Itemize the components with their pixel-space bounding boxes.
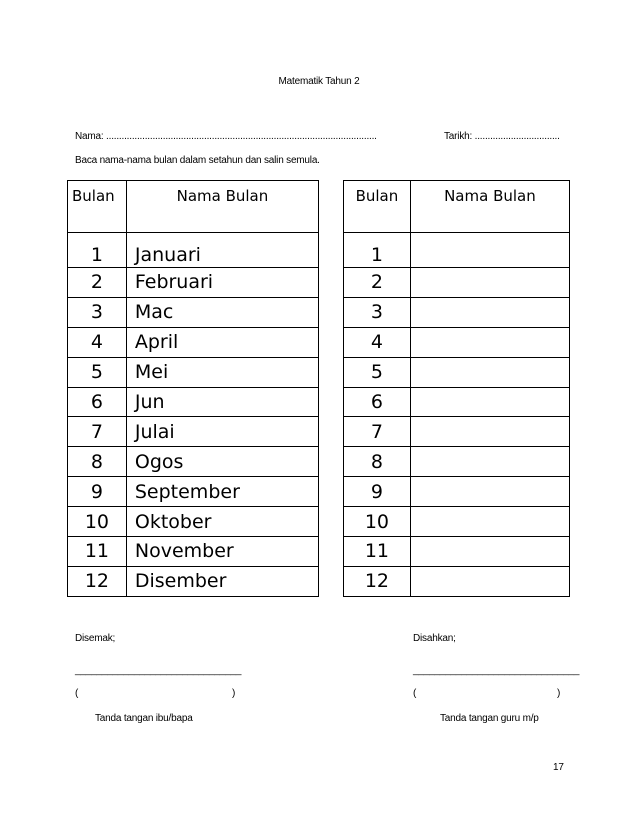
table-row — [344, 268, 570, 298]
month-name-blank[interactable] — [410, 233, 569, 268]
disahkan-label: Disahkan; — [413, 633, 456, 644]
month-table-right — [343, 180, 570, 597]
month-number: 3 — [68, 297, 127, 327]
month-number: 6 — [344, 387, 411, 417]
month-name: Februari — [126, 268, 318, 298]
month-number: 8 — [68, 447, 127, 477]
table-row — [344, 537, 570, 567]
name-paren-close-left: ) — [232, 688, 236, 699]
table-row — [344, 327, 570, 357]
month-name: Mac — [126, 297, 318, 327]
month-name: Mei — [126, 357, 318, 387]
month-name-blank[interactable] — [410, 507, 569, 537]
table-row — [344, 417, 570, 447]
table-row — [344, 447, 570, 477]
disemak-label: Disemak; — [75, 633, 116, 644]
month-name: Julai — [126, 417, 318, 447]
table-row — [68, 537, 319, 567]
table-row — [68, 387, 319, 417]
month-number: 10 — [68, 507, 127, 537]
month-number: 3 — [344, 297, 411, 327]
header-bulan: Bulan — [344, 181, 411, 233]
table-row — [68, 417, 319, 447]
month-number: 12 — [68, 566, 127, 596]
month-number: 7 — [68, 417, 127, 447]
name-paren-close-right: ) — [557, 688, 561, 699]
table-row — [68, 233, 319, 268]
table-row — [68, 507, 319, 537]
table-row — [344, 297, 570, 327]
table-row — [68, 477, 319, 507]
month-name-blank[interactable] — [410, 297, 569, 327]
month-name: Disember — [126, 566, 318, 596]
month-name-blank[interactable] — [410, 417, 569, 447]
month-name: Ogos — [126, 447, 318, 477]
month-name-blank[interactable] — [410, 477, 569, 507]
month-number: 11 — [344, 537, 411, 567]
month-number: 8 — [344, 447, 411, 477]
table-row — [344, 507, 570, 537]
table-row — [344, 566, 570, 596]
month-name-blank[interactable] — [410, 537, 569, 567]
month-number: 11 — [68, 537, 127, 567]
month-name: Januari — [126, 233, 318, 268]
month-name-blank[interactable] — [410, 268, 569, 298]
worksheet-title: Matematik Tahun 2 — [278, 76, 360, 87]
table-row — [344, 477, 570, 507]
month-number: 5 — [344, 357, 411, 387]
signature-caption-teacher: Tanda tangan guru m/p — [440, 713, 539, 724]
table-row — [68, 447, 319, 477]
month-table-left — [67, 180, 319, 597]
month-name: November — [126, 537, 318, 567]
month-number: 5 — [68, 357, 127, 387]
nama-field[interactable]: Nama: ......................................................................................................... — [75, 131, 377, 142]
month-name: Oktober — [126, 507, 318, 537]
header-bulan: Bulan — [68, 181, 127, 233]
header-nama-bulan: Nama Bulan — [410, 181, 569, 233]
month-number: 4 — [344, 327, 411, 357]
table-row — [68, 268, 319, 298]
month-number: 10 — [344, 507, 411, 537]
month-number: 9 — [68, 477, 127, 507]
month-number: 7 — [344, 417, 411, 447]
month-name-blank[interactable] — [410, 327, 569, 357]
signature-line-right: _______________________________ — [413, 665, 580, 676]
month-name: September — [126, 477, 318, 507]
table-row — [68, 566, 319, 596]
month-name-blank[interactable] — [410, 387, 569, 417]
month-number: 9 — [344, 477, 411, 507]
month-number: 1 — [68, 233, 127, 268]
month-number: 1 — [344, 233, 411, 268]
table-row — [344, 387, 570, 417]
month-number: 2 — [344, 268, 411, 298]
name-paren-open-right: ( — [413, 688, 417, 699]
table-row — [344, 357, 570, 387]
month-name-blank[interactable] — [410, 566, 569, 596]
page-number: 17 — [553, 762, 564, 773]
signature-caption-parent: Tanda tangan ibu/bapa — [95, 713, 193, 724]
month-number: 6 — [68, 387, 127, 417]
table-row — [344, 233, 570, 268]
signature-line-left: _______________________________ — [75, 665, 242, 676]
month-number: 12 — [344, 566, 411, 596]
name-paren-open-left: ( — [75, 688, 79, 699]
header-nama-bulan: Nama Bulan — [126, 181, 318, 233]
month-name-blank[interactable] — [410, 357, 569, 387]
month-name-blank[interactable] — [410, 447, 569, 477]
table-row — [68, 357, 319, 387]
month-name: April — [126, 327, 318, 357]
instruction-text: Baca nama-nama bulan dalam setahun dan salin semula. — [75, 155, 320, 166]
month-number: 2 — [68, 268, 127, 298]
month-name: Jun — [126, 387, 318, 417]
table-row — [68, 327, 319, 357]
month-number: 4 — [68, 327, 127, 357]
tarikh-field[interactable]: Tarikh: ................................. — [444, 131, 560, 142]
table-row — [68, 297, 319, 327]
